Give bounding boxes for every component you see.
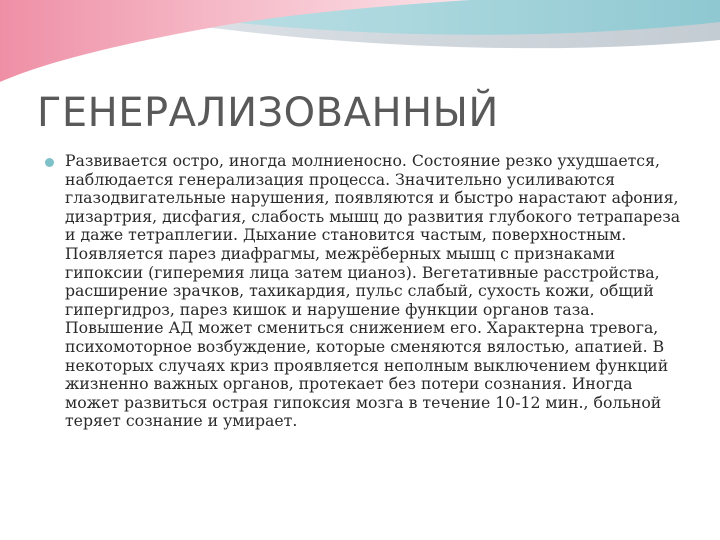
bullet-dot-icon [45, 158, 54, 167]
bullet-list-item [45, 152, 685, 431]
slide-body [45, 152, 685, 431]
bullet-text: Развивается остро, иногда молниеносно. Состояние резко ухудшается, наблюдается генерализация процесса. Значительно усиливаются глазодвигательные нарушения, появляются и быстро нарастают афония, дизартрия, дисфагия, слабость мышц до развития глубокого тетрапареза и даже тетраплегии. Дыхание становится частым, поверхностным. Появляется парез диафрагмы, межрёберных мышц с признаками гипоксии (гиперемия лица затем цианоз). Вегетативные расстройства, расширение зрачков, тахикардия, пульс слабый, сухость кожи, общий гипергидроз, парез кишок и нарушение функции органов таза. Повышение АД может смениться снижением его. Характерна тревога, психомоторное возбуждение, которые сменяются вялостью, апатией. В некоторых случаях криз проявляется неполным выключением функций жизненно важных органов, протекает без потери сознания. Иногда может развиться острая гипоксия мозга в течение 10-12 мин., больной теряет сознание и умирает. [65, 151, 681, 431]
decorative-wave-banner [0, 0, 720, 90]
slide-title: ГЕНЕРАЛИЗОВАННЫЙ [37, 90, 499, 136]
